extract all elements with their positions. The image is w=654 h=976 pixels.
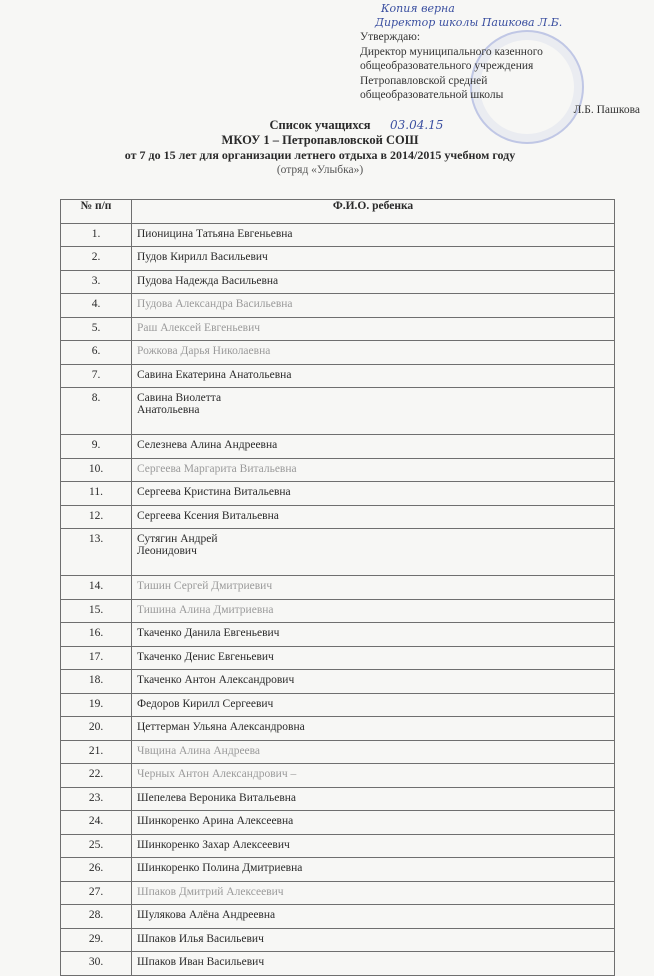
row-number: 20. — [61, 717, 132, 741]
row-number: 1. — [61, 223, 132, 247]
approval-line: Утверждаю: — [360, 31, 421, 43]
header-name: Ф.И.О. ребенка — [132, 200, 615, 224]
student-name: Ткаченко Денис Евгеньевич — [132, 646, 615, 670]
handwritten-line-2: Директор школы Пашкова Л.Б. — [375, 16, 563, 29]
row-number: 2. — [61, 247, 132, 271]
student-name: Шинкоренко Арина Алексеевна — [132, 811, 615, 835]
row-number: 18. — [61, 670, 132, 694]
student-name: Шпаков Иван Васильевич — [132, 952, 615, 976]
table-row — [61, 670, 615, 694]
table-row — [61, 881, 615, 905]
row-number: 22. — [61, 764, 132, 788]
row-number: 10. — [61, 458, 132, 482]
row-number: 24. — [61, 811, 132, 835]
student-name: Пудова Надежда Васильевна — [132, 270, 615, 294]
table-row — [61, 952, 615, 976]
student-name: Чвщина Алина Андреева — [132, 740, 615, 764]
table-row — [61, 317, 615, 341]
approval-line: Директор муниципального казенного — [360, 45, 543, 58]
title-line-4: (отряд «Улыбка») — [276, 164, 364, 176]
table-row — [61, 693, 615, 717]
row-number: 12. — [61, 505, 132, 529]
row-number: 9. — [61, 435, 132, 459]
table-row — [61, 764, 615, 788]
table-row — [61, 576, 615, 600]
student-name: Шепелева Вероника Витальевна — [132, 787, 615, 811]
students-table-body — [61, 223, 615, 975]
title-line-2: МКОУ 1 – Петропавловской СОШ — [221, 133, 419, 147]
table-row — [61, 623, 615, 647]
student-name: Шпаков Дмитрий Алексеевич — [132, 881, 615, 905]
student-name: Селезнева Алина Андреевна — [132, 435, 615, 459]
handwritten-line-1: Копия верна — [381, 2, 455, 15]
student-name: Ткаченко Данила Евгеньевич — [132, 623, 615, 647]
row-number: 29. — [61, 928, 132, 952]
table-row — [61, 646, 615, 670]
student-name: Пудов Кирилл Васильевич — [132, 247, 615, 271]
student-name: Тишина Алина Дмитриевна — [132, 599, 615, 623]
row-number: 25. — [61, 834, 132, 858]
row-number: 8. — [61, 388, 132, 435]
student-name: Савина Екатерина Анатольевна — [132, 364, 615, 388]
row-number: 30. — [61, 952, 132, 976]
table-row — [61, 599, 615, 623]
row-number: 3. — [61, 270, 132, 294]
title-line-1: Список учащихся — [269, 118, 371, 132]
student-name: Раш Алексей Евгеньевич — [132, 317, 615, 341]
row-number: 27. — [61, 881, 132, 905]
row-number: 4. — [61, 294, 132, 318]
row-number: 13. — [61, 529, 132, 576]
director-name: Л.Б. Пашкова — [573, 103, 640, 116]
student-name: Сергеева Ксения Витальевна — [132, 505, 615, 529]
student-name: Черных Антон Александрович – — [132, 764, 615, 788]
student-name: Савина Виолетта Анатольевна — [132, 388, 615, 435]
signature-line — [360, 103, 640, 118]
row-number: 16. — [61, 623, 132, 647]
table-row — [61, 364, 615, 388]
approval-line: общеобразовательного учреждения — [360, 60, 534, 72]
student-name: Пудова Александра Васильевна — [132, 294, 615, 318]
row-number: 14. — [61, 576, 132, 600]
document-title — [60, 118, 580, 178]
row-number: 19. — [61, 693, 132, 717]
table-row — [61, 482, 615, 506]
student-name: Сутягин Андрей Леонидович — [132, 529, 615, 576]
row-number: 28. — [61, 905, 132, 929]
table-row — [61, 928, 615, 952]
table-row — [61, 247, 615, 271]
student-name: Шпаков Илья Васильевич — [132, 928, 615, 952]
student-name: Шинкоренко Захар Алексеевич — [132, 834, 615, 858]
table-row — [61, 717, 615, 741]
student-name: Рожкова Дарья Николаевна — [132, 341, 615, 365]
table-row — [61, 294, 615, 318]
students-table — [60, 199, 615, 976]
student-name: Сергеева Маргарита Витальевна — [132, 458, 615, 482]
student-name: Цеттерман Ульяна Александровна — [132, 717, 615, 741]
approval-line: Петропавловской средней — [360, 74, 488, 87]
row-number: 11. — [61, 482, 132, 506]
table-row — [61, 834, 615, 858]
student-name: Ткаченко Антон Александрович — [132, 670, 615, 694]
student-name: Пионицина Татьяна Евгеньевна — [132, 223, 615, 247]
table-row — [61, 858, 615, 882]
title-line-3: от 7 до 15 лет для организации летнего отдыха в 2014/2015 учебном году — [124, 148, 516, 162]
approval-block — [360, 30, 640, 117]
table-header-row — [61, 200, 615, 224]
student-name: Федоров Кирилл Сергеевич — [132, 693, 615, 717]
student-name: Шулякова Алёна Андреевна — [132, 905, 615, 929]
header-number: № п/п — [61, 200, 132, 224]
student-name: Тишин Сергей Дмитриевич — [132, 576, 615, 600]
table-row — [61, 223, 615, 247]
table-row — [61, 341, 615, 365]
table-row — [61, 787, 615, 811]
row-number: 15. — [61, 599, 132, 623]
student-name: Шинкоренко Полина Дмитриевна — [132, 858, 615, 882]
table-row — [61, 435, 615, 459]
student-name: Сергеева Кристина Витальевна — [132, 482, 615, 506]
table-row — [61, 505, 615, 529]
row-number: 7. — [61, 364, 132, 388]
table-row — [61, 740, 615, 764]
approval-line: общеобразовательной школы — [360, 89, 504, 101]
handwritten-certification — [375, 2, 650, 30]
table-row — [61, 458, 615, 482]
row-number: 23. — [61, 787, 132, 811]
row-number: 5. — [61, 317, 132, 341]
row-number: 21. — [61, 740, 132, 764]
table-row — [61, 905, 615, 929]
table-row — [61, 811, 615, 835]
row-number: 6. — [61, 341, 132, 365]
table-row — [61, 388, 615, 435]
row-number: 26. — [61, 858, 132, 882]
table-row — [61, 529, 615, 576]
table-row — [61, 270, 615, 294]
row-number: 17. — [61, 646, 132, 670]
handwritten-date: 03.04.15 — [390, 118, 444, 132]
